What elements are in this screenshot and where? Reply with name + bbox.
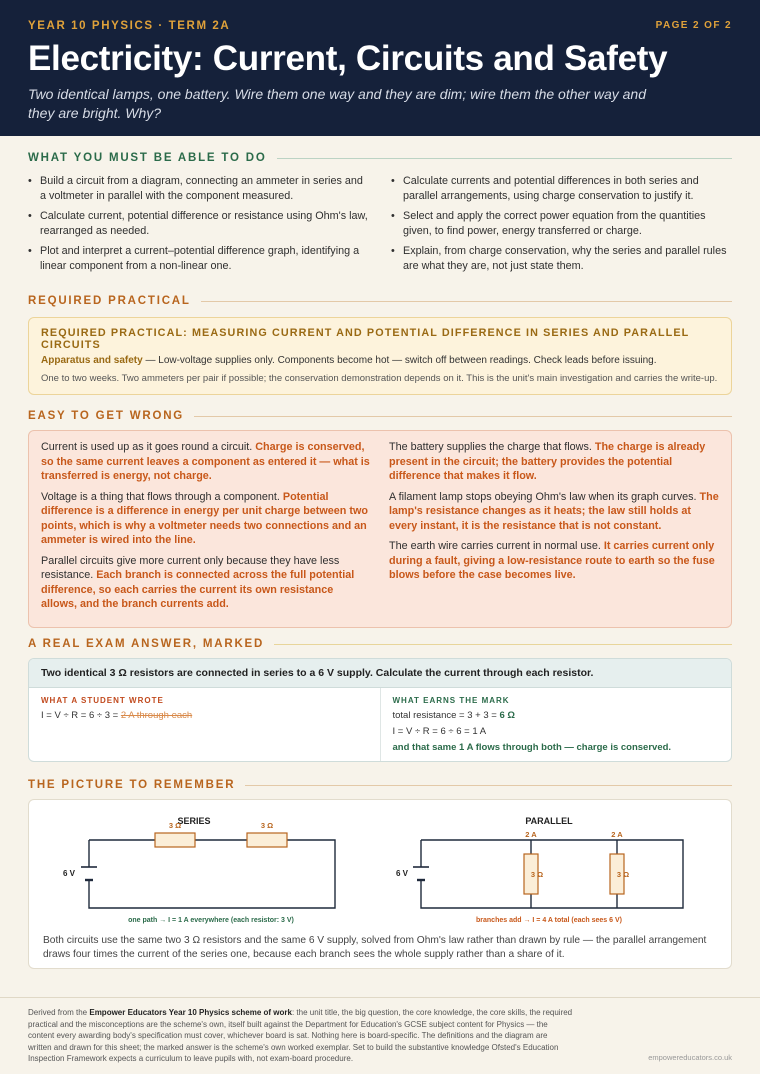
student-working: I = V ÷ R = 6 ÷ 3 = [41, 710, 121, 721]
misconceptions-section [28, 410, 732, 628]
misconception-fix: Each branch is connected across the full potential difference, so each carries the current its own resistance allows, and the branch currents add. [41, 569, 355, 610]
exam-heading: A REAL EXAM ANSWER, MARKED [28, 638, 265, 650]
misconception-wrong: A filament lamp stops obeying Ohm's law when its graph curves. [389, 490, 700, 503]
mark-scheme [380, 688, 732, 761]
skill-item: • Build a circuit from a diagram, connecting an ammeter in series and a voltmeter in parallel with the component measured. [28, 174, 369, 203]
student-answer [29, 688, 380, 761]
footer-website: empowereducators.co.uk [648, 1053, 732, 1062]
misconception-item [389, 440, 719, 484]
section-divider [277, 158, 732, 159]
misconception-item [389, 539, 719, 583]
section-divider [201, 301, 732, 302]
misconceptions-box [28, 430, 732, 628]
parallel-note: branches add → I = 4 A total (each sees 6 V) [476, 917, 622, 924]
mark-line [393, 710, 720, 721]
picture-heading: THE PICTURE TO REMEMBER [28, 779, 236, 791]
misconception-item [41, 440, 371, 484]
parallel-current-1: 2 A [525, 830, 537, 839]
misconception-fix: Potential difference is a difference in energy per unit charge between two points, which is why a voltmeter needs two connections and an ammeter is wired into the line. [41, 490, 368, 546]
misconception-item [41, 554, 371, 612]
misconception-wrong: Parallel circuits give more current only because they have less resistance. [41, 554, 340, 581]
student-work [41, 710, 368, 721]
page-header [0, 0, 760, 136]
misconception-fix: The charge is already present in the circuit; the battery provides the potential difference that makes it flow. [389, 441, 706, 482]
skill-item: • Explain, from charge conservation, why the series and parallel rules are what they are, not just state them. [391, 244, 732, 273]
parallel-current-2: 2 A [611, 830, 623, 839]
parallel-wire [421, 840, 683, 908]
skill-item: • Calculate currents and potential differences in both series and parallel arrangements, using charge conservation to justify it. [391, 174, 732, 203]
page-number: PAGE 2 OF 2 [655, 20, 732, 31]
series-resistor-1 [155, 833, 195, 847]
misconception-wrong: Voltage is a thing that flows through a component. [41, 490, 283, 503]
section-divider [194, 416, 732, 417]
parallel-branch-wire [531, 840, 617, 908]
mark-result: 6 Ω [499, 710, 515, 721]
mark-conclusion: and that same 1 A flows through both — charge is conserved. [392, 742, 672, 753]
practical-section [28, 295, 732, 395]
diagram-caption: Both circuits use the same two 3 Ω resistors and the same 6 V supply, solved from Ohm's law rather than drawn by rule — the parallel arrangement draws four times the current of the series one, because each branch sees the whole supply rather than a share of it. [43, 935, 707, 960]
series-title: SERIES [177, 816, 211, 826]
course-eyebrow: YEAR 10 PHYSICS · TERM 2A [28, 20, 231, 32]
page-title: Electricity: Current, Circuits and Safety [28, 39, 668, 78]
big-question: Two identical lamps, one battery. Wire them one way and they are dim; wire them the other way and they are bright. Why? [28, 86, 646, 121]
misconception-wrong: The earth wire carries current in normal use. [389, 540, 604, 552]
circuit-diagram-box [28, 799, 732, 969]
misconception-item [41, 490, 371, 548]
series-note: one path → I = 1 A everywhere (each resistor: 3 V) [128, 917, 294, 924]
picture-section [28, 779, 732, 969]
practical-heading: REQUIRED PRACTICAL [28, 295, 191, 307]
skills-list-left [28, 174, 369, 279]
misconception-wrong: Current is used up as it goes round a circuit. [41, 441, 256, 453]
practical-note: One to two weeks. Two ammeters per pair if possible; the conservation demonstration depends on it. This is the unit's main investigation and carries the write-up. [41, 373, 718, 384]
practical-title: REQUIRED PRACTICAL: MEASURING CURRENT AND POTENTIAL DIFFERENCE IN SERIES AND PARALLEL CIRCUITS [41, 327, 690, 351]
exam-section [28, 638, 732, 762]
student-label: WHAT A STUDENT WROTE [41, 696, 164, 705]
series-wire [89, 840, 335, 908]
misconception-wrong: The battery supplies the charge that flows. [389, 441, 595, 453]
footer-source: Empower Educators Year 10 Physics scheme of work [89, 1008, 292, 1017]
page-footer [0, 997, 760, 1074]
footer-attribution [28, 1007, 573, 1065]
skill-item: • Plot and interpret a current–potential difference graph, identifying a linear component from a non-linear one. [28, 244, 369, 273]
skill-item: • Calculate current, potential difference or resistance using Ohm's law, rearranged as needed. [28, 209, 369, 238]
safety-label: Apparatus and safety [41, 355, 143, 366]
skills-heading: WHAT YOU MUST BE ABLE TO DO [28, 152, 267, 164]
series-r2-label: 3 Ω [260, 821, 274, 830]
exam-box [28, 658, 732, 762]
safety-text: — Low-voltage supplies only. Components become hot — switch off between readings. Check leads before issuing. [142, 355, 657, 366]
practical-safety [41, 355, 719, 366]
skill-item: • Select and apply the correct power equation from the quantities given, to find power, energy transferred or charge. [391, 209, 732, 238]
mark-label: WHAT EARNS THE MARK [392, 696, 510, 705]
section-divider [245, 785, 732, 786]
practical-box [28, 317, 732, 395]
parallel-voltage-label: 6 V [395, 869, 409, 878]
misconceptions-heading: EASY TO GET WRONG [28, 410, 185, 422]
parallel-title: PARALLEL [525, 816, 573, 826]
misconception-fix: The lamp's resistance changes as it heats; the law still holds at every instant, it is the resistance that is not constant. [389, 490, 719, 532]
misconception-item [389, 490, 719, 534]
misconception-fix: Charge is conserved, so the same current leaves a component as entered it — what is transferred is energy, not charge. [41, 441, 370, 482]
section-divider [274, 644, 732, 645]
skills-list-right [391, 174, 732, 279]
series-r1-label: 3 Ω [168, 821, 182, 830]
exam-question: Two identical 3 Ω resistors are connected in series to a 6 V supply. Calculate the current through each resistor. [29, 659, 731, 688]
series-resistor-2 [247, 833, 287, 847]
misconception-fix: It carries current only during a fault, giving a low-resistance route to earth so the fuse blows before the case becomes live. [389, 540, 715, 581]
skills-section [28, 152, 732, 279]
mark-working: total resistance = 3 + 3 = [392, 710, 500, 721]
parallel-r2-label: 3 Ω [616, 870, 630, 879]
footer-prefix: Derived from the [28, 1008, 90, 1017]
parallel-r1-label: 3 Ω [530, 870, 544, 879]
mark-line: I = V ÷ R = 6 ÷ 6 = 1 A [392, 726, 487, 737]
footer-text: : the unit title, the big question, the core knowledge, the core skills, the required practical and the misconceptions are the scheme's own, itself built against the Department for Education's GCSE subject content for Physics — the content every awarding body's specification must cover, whichever board is sat. Nothing here is board-specific. The definitions and the diagram are written and drawn for this sheet; the marked answer is the scheme's own worked exemplar. Set to build the substantive knowledge Ofsted's Education Inspection Framework expects a curriculum to leave pupils with, not exam-board procedure. [28, 1008, 573, 1063]
student-wrong-answer: 2 A through each [120, 710, 193, 721]
mark-line [393, 742, 720, 753]
series-voltage-label: 6 V [62, 869, 76, 878]
